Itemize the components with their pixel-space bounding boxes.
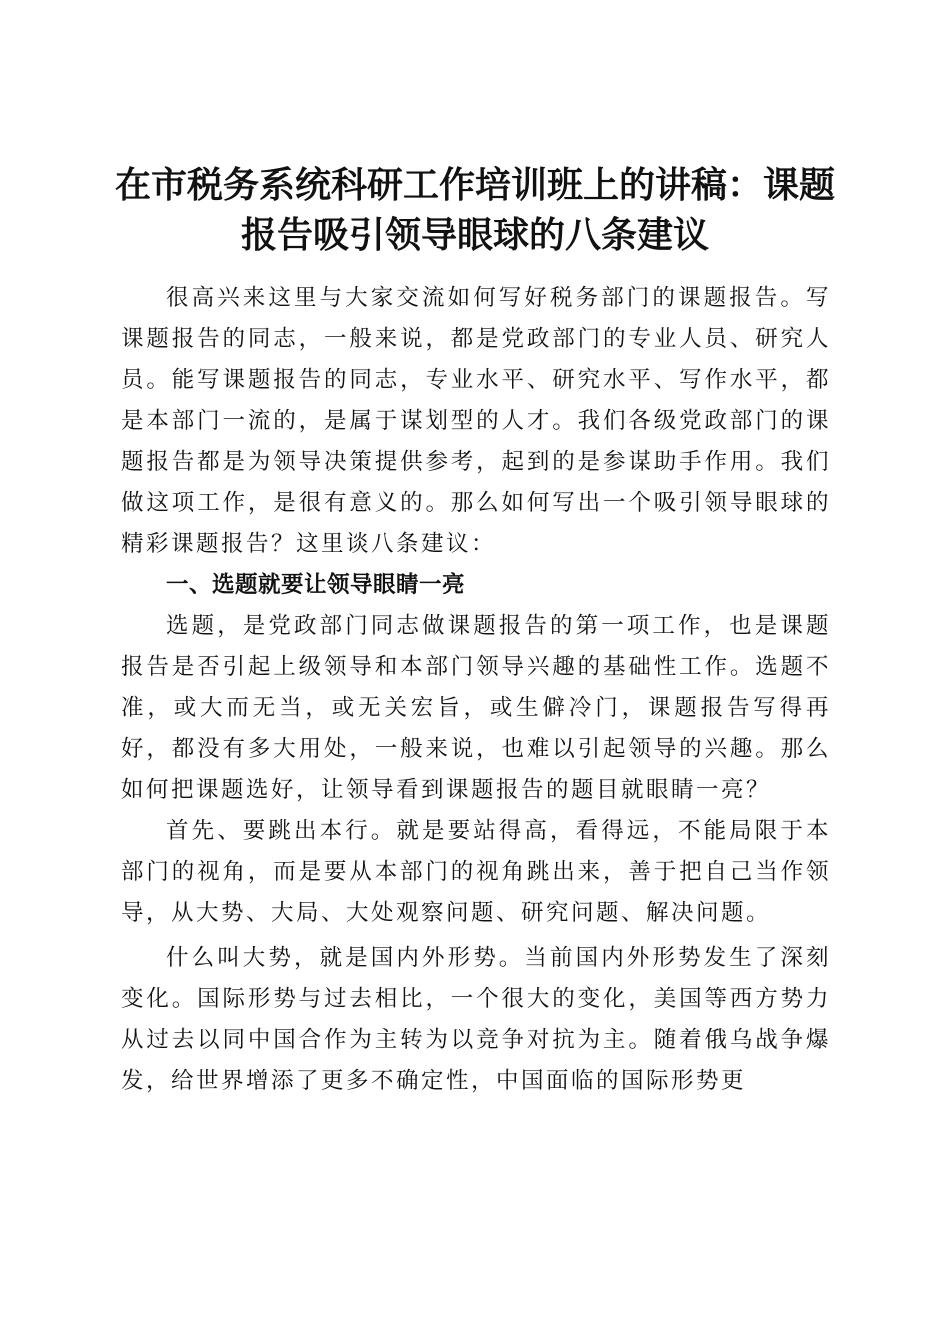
body-paragraph: 选题，是党政部门同志做课题报告的第一项工作，也是课题报告是否引起上级领导和本部门领导兴趣的基础性工作。选题不准，或大而无当，或无关宏旨，或生僻冷门，课题报告写得再好，都没有多大用处，一般来说，也难以引起领导的兴趣。那么如何把课题选好，让领导看到课题报告的题目就眼睛一亮？ — [121, 613, 831, 803]
section-heading-1: 一、选题就要让领导眼睛一亮 — [166, 572, 466, 598]
title-line-2: 报告吸引领导眼球的八条建议 — [240, 214, 709, 257]
title-line-1: 在市税务系统科研工作培训班上的讲稿：课题 — [114, 164, 835, 207]
intro-paragraph: 很高兴来这里与大家交流如何写好税务部门的课题报告。写课题报告的同志，一般来说，都是党政部门的专业人员、研究人员。能写课题报告的同志，专业水平、研究水平、写作水平，都是本部门一流的，是属于谋划型的人才。我们各级党政部门的课题报告都是为领导决策提供参考，起到的是参谋助手作用。我们做这项工作，是很有意义的。那么如何写出一个吸引领导眼球的精彩课题报告？这里谈八条建议： — [121, 285, 831, 557]
document-body — [121, 278, 831, 1102]
body-paragraph: 什么叫大势，就是国内外形势。当前国内外形势发生了深刻变化。国际形势与过去相比，一个很大的变化，美国等西方势力从过去以同中国合作为主转为以竞争对抗为主。随着俄乌战争爆发，给世界增添了更多不确定性，中国面临的国际形势更 — [121, 945, 831, 1094]
body-paragraph: 首先、要跳出本行。就是要站得高，看得远，不能局限于本部门的视角，而是要从本部门的视角跳出来，善于把自己当作领导，从大势、大局、大处观察问题、研究问题、解决问题。 — [121, 818, 831, 926]
document-title — [100, 160, 850, 260]
